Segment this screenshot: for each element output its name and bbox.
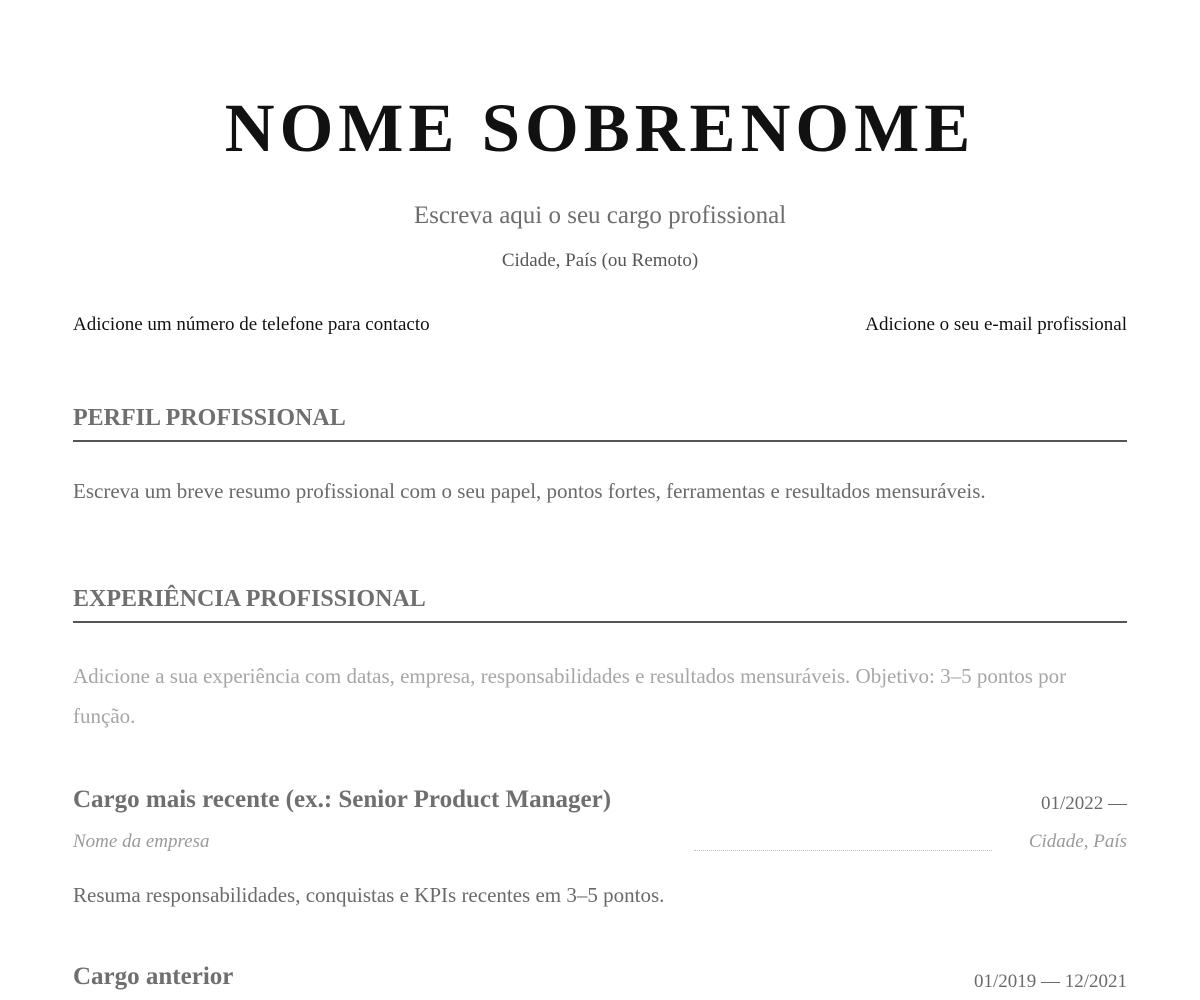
location: Cidade, País (ou Remoto) bbox=[501, 250, 699, 271]
company-name: Nome da empresa bbox=[73, 831, 210, 852]
contact-email: Adicione o seu e-mail profissional bbox=[865, 314, 1127, 335]
experience-hint: Adicione a sua experiência com datas, empresa, responsabilidades e resultados mensuráveis. Objetivo: 3–5 pontos por função. bbox=[73, 664, 1067, 728]
section-heading-experience: EXPERIÊNCIA PROFISSIONAL bbox=[73, 582, 1127, 623]
job-summary-recent: Resuma responsabilidades, conquistas e KPIs recentes em 3–5 pontos. bbox=[73, 883, 665, 907]
dotted-leader bbox=[694, 850, 992, 851]
job-role-previous: Cargo anterior bbox=[73, 963, 234, 990]
contact-phone: Adicione um número de telefone para contacto bbox=[73, 314, 430, 335]
job-city: Cidade, País bbox=[1028, 831, 1127, 852]
job-title: Escreva aqui o seu cargo profissional bbox=[413, 202, 787, 229]
candidate-name: NOME SOBRENOME bbox=[224, 90, 976, 166]
section-heading-profile: PERFIL PROFISSIONAL bbox=[73, 401, 1127, 442]
job-dates-previous: 01/2019 — 12/2021 bbox=[973, 971, 1127, 992]
job-role-recent: Cargo mais recente (ex.: Senior Product Manager) bbox=[73, 786, 612, 813]
job-dates-recent: 01/2022 — bbox=[1040, 793, 1127, 814]
profile-summary: Escreva um breve resumo profissional com o seu papel, pontos fortes, ferramentas e resultados mensuráveis. bbox=[73, 479, 986, 503]
